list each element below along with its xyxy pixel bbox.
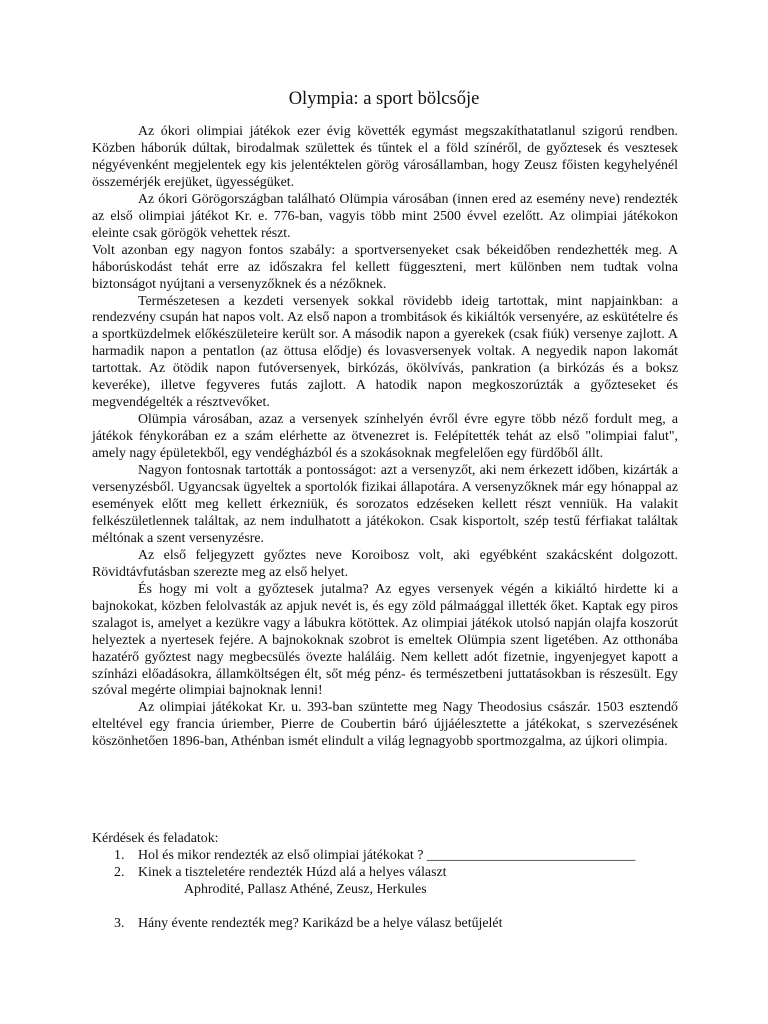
question-answer-options: Aphrodité, Pallasz Athéné, Zeusz, Herkules bbox=[184, 882, 427, 897]
question-number: 3. bbox=[114, 916, 125, 931]
question-item bbox=[92, 915, 692, 932]
document-body bbox=[92, 124, 678, 751]
question-text: Hol és mikor rendezték az első olimpiai játékokat ? ______________________________ bbox=[138, 848, 636, 863]
paragraph-rewards: És hogy mi volt a győztesek jutalma? Az egyes versenyek végén a kikiáltó hirdette ki a bajnokokat, közben felolvasták az apjuk nevét is, és egy zöld pálmaággal illették őket. Kaptak egy piros szalagot is, amelyet a kezükre vagy a lábukra kötöttek. Az olimpiai játékok utolsó napján olajfa koszorút helyeztek a nyertesek fejére. A bajnokoknak szobrot is emeltek Olümpia szent ligetében. Az otthonába hazatérő győztest nagy megbecsülés övezte haláláig. Nem kellett adót fizetnie, ingyenjegyet kapott a színházi előadásokra, államköltségen élt, sőt még pénz- és természetbeni juttatásokban is részesült. Egy szóval megérte olimpiai bajnoknak lenni! bbox=[92, 581, 678, 699]
paragraph-punctuality: Nagyon fontosnak tartották a pontosságot: azt a versenyzőt, aki nem érkezett időben, kizárták a versenyzésből. Ugyancsak ügyeltek a sportolók fizikai állapotára. A versenyzőknek már egy hónappal az események előtt meg kellett érkezniük, és sorozatos edzéseken kellett részt venniük. Ha valakit felkészületlennek találtak, az nem indulhatott a játékokon. Csak kisportolt, szép testű férfiakat találtak méltónak a szent versenyzésre. bbox=[92, 463, 678, 546]
paragraph-modern-olympics: Az olimpiai játékokat Kr. u. 393-ban szüntette meg Nagy Theodosius császár. 1503 esztendő elteltével egy francia úriember, Pierre de Coubertin báró újjáélesztette a játékokat, s szervezésének köszönhetően 1896-ban, Athénban ismét elindult a világ legnagyobb sportmozgalma, az újkori olimpia. bbox=[92, 700, 678, 750]
question-number: 1. bbox=[114, 848, 125, 863]
questions-section bbox=[92, 830, 692, 932]
question-number: 2. bbox=[114, 865, 125, 880]
question-text: Kinek a tiszteletére rendezték Húzd alá a helyes választ bbox=[138, 865, 447, 880]
question-text: Hány évente rendezték meg? Karikázd be a helye válasz betűjelét bbox=[138, 916, 503, 931]
question-item bbox=[92, 847, 692, 864]
paragraph-six-days: Természetesen a kezdeti versenyek sokkal rövidebb ideig tartottak, mint napjainkban: a rendezvény csupán hat napos volt. Az első napon a trombitások és kikiáltók versenyére, az eskütételre és a sportküzdelmek előkészületeire került sor. A második napon a gyerekek (csak fiúk) versenye zajlott. A harmadik napon a pentatlon (az öttusa elődje) és lovasversenyek voltak. A negyedik napon lakomát tartottak. Az ötödik napon futóversenyek, birkózás, ökölvívás, pankration (a birkózás és a boksz keveréke), illetve fegyveres futás zajlott. A hatodik napon megkoszorúzták a győzteseket és megvendégelték a résztvevőket. bbox=[92, 293, 678, 411]
questions-list bbox=[92, 847, 692, 932]
document-title: Olympia: a sport bölcsője bbox=[288, 89, 480, 109]
questions-heading: Kérdések és feladatok: bbox=[92, 831, 219, 846]
paragraph-olympic-village: Olümpia városában, azaz a versenyek színhelyén évről évre egyre több néző fordult meg, a játékok fénykorában ez a szám elérhette az ötvenezret is. Felépítették tehát az első "olimpiai falut", amely nagy épületekből, egy vendégházból és a szokásoknak megfelelően egy fürdőből állt. bbox=[92, 412, 678, 462]
paragraph-peace-rule: Volt azonban egy nagyon fontos szabály: a sportversenyeket csak békeidőben rendezhették meg. A háborúskodást tehát erre az időszakra fel kellett függeszteni, mert különben nem tudtak volna biztonságot nyújtani a versenyzőknek és a nézőknek. bbox=[92, 242, 678, 292]
question-item bbox=[92, 864, 692, 881]
paragraph-intro: Az ókori olimpiai játékok ezer évig követték egymást megszakíthatatlanul szigorú rendben. Közben háborúk dúltak, birodalmak születtek és tűntek el a föld színéről, de győztesek és vesztesek négyévenként megjelentek egy kis jelentéktelen görög városállamban, hogy Zeusz főisten kegyhelyénél összemérjék erejüket, ügyességüket. bbox=[92, 124, 678, 190]
paragraph-first-games: Az ókori Görögországban található Olümpia városában (innen ered az esemény neve) rendezték az első olimpiai játékot Kr. e. 776-ban, vagyis több mint 2500 évvel ezelőtt. Az olimpiai játékokon eleinte csak görögök vehettek részt. bbox=[92, 191, 678, 241]
paragraph-first-winner: Az első feljegyzett győztes neve Koroibosz volt, aki egyébként szakácsként dolgozott. Rövidtávfutásban szerezte meg az első helyet. bbox=[92, 547, 678, 580]
